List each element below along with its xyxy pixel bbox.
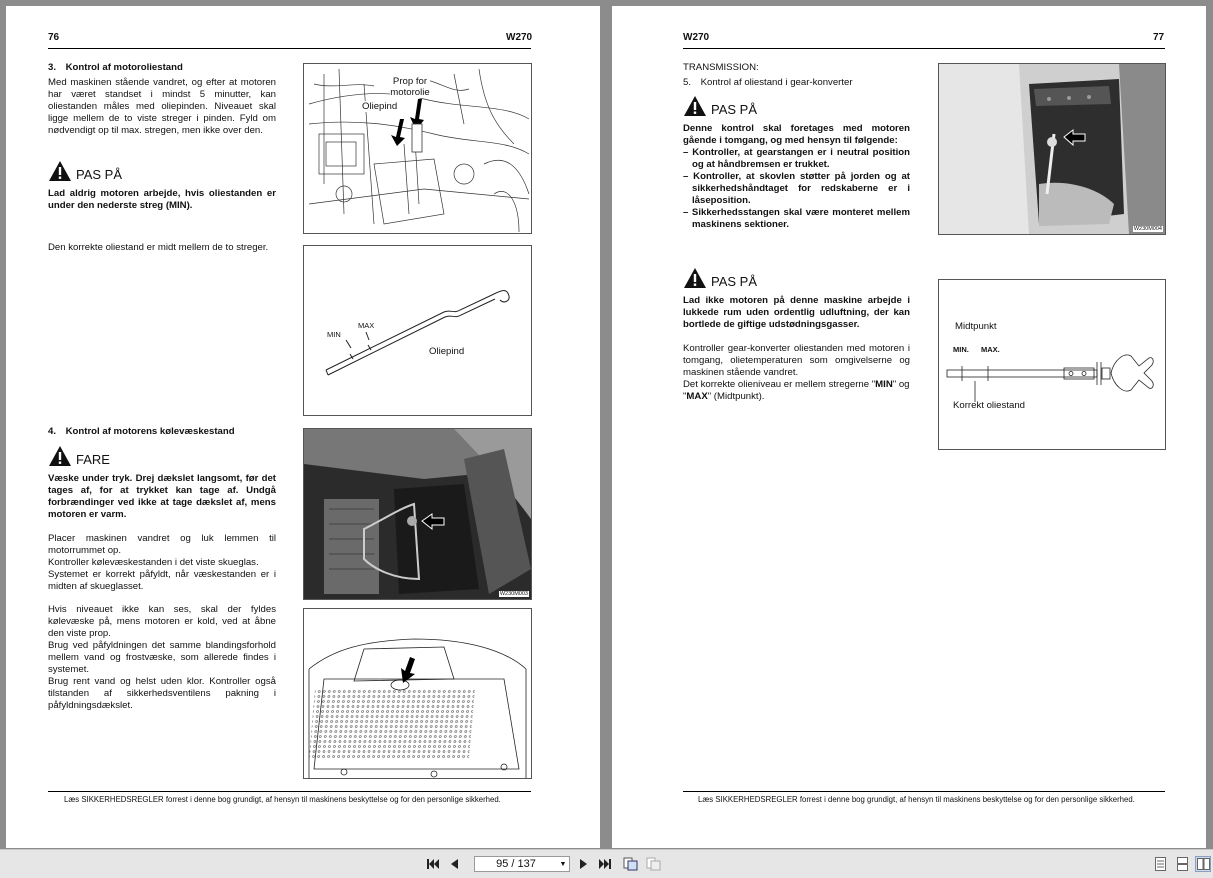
section-3-body: Med maskinen stående vandret, og efter at motoren har været standset i mindst 5 minutter, kan oliestanden måles med oliepinden. Niveauet skal ligge mellem de to viste streger i pinden. Fyld om nødvendigt op til max. stregen, men ikke over den.	[48, 77, 276, 136]
page-number: 76	[48, 32, 60, 43]
danger-block	[48, 445, 110, 467]
model-name: W270	[683, 32, 710, 43]
correct-level-label: Korrekt oliestand	[953, 400, 1025, 411]
dipstick-name-label: Oliepind	[429, 346, 465, 357]
first-page-icon[interactable]	[426, 856, 440, 872]
warning-triangle-icon	[48, 445, 72, 467]
model-name: W270	[506, 32, 533, 43]
danger-title: FARE	[76, 452, 110, 467]
document-page-left	[6, 6, 600, 848]
warning-intro: Denne kontrol skal foretages med motoren gående i tomgang, og med hensyn til følgende:	[683, 123, 910, 146]
rotate-icon[interactable]	[622, 856, 638, 872]
dipstick-max-label: MAX	[358, 321, 375, 330]
header-rule	[48, 48, 531, 49]
next-page-icon[interactable]	[578, 856, 590, 872]
warning-block	[48, 160, 122, 182]
oil-note: Den korrekte oliestand er midt mellem de to streger.	[48, 242, 269, 253]
section-label: TRANSMISSION:	[683, 62, 759, 73]
warning-block	[683, 95, 757, 117]
last-page-icon[interactable]	[598, 856, 612, 872]
converter-para-1: Kontroller gear-konverter oliestanden med motoren i tomgang, olietemperaturen som omgivelserne og maskinen stående vandret.	[683, 343, 910, 378]
warning-list	[683, 147, 910, 231]
converter-dipstick-figure	[938, 279, 1166, 450]
engine-oil-figure	[303, 63, 532, 234]
min-mark-label: MIN.	[953, 345, 969, 354]
header-rule	[683, 48, 1165, 49]
section-3-title: 3. Kontrol af motoroliestand	[48, 62, 183, 73]
page-footer: Læs SIKKERHEDSREGLER forrest i denne bog grundigt, af hensyn til maskinens beskyttelse og for den personlige sikkerhed.	[64, 795, 501, 804]
footer-rule	[48, 791, 531, 792]
transmission-photo	[938, 63, 1166, 235]
copy-icon[interactable]	[645, 856, 661, 872]
figure-code: W230M003	[499, 591, 528, 597]
coolant-cap-figure	[303, 608, 532, 779]
section-4-title: 4. Kontrol af motorens kølevæskestand	[48, 426, 235, 437]
warning-text-2: Lad ikke motoren på denne maskine arbejde i lukkede rum uden ordentlig udluftning, der kan bortlede de giftige udstødningsgasser.	[683, 295, 910, 330]
warning-title: PAS PÅ	[711, 274, 758, 289]
dipstick-figure	[303, 245, 532, 416]
single-page-view-icon[interactable]	[1153, 856, 1167, 872]
figure-label-oil-cap: Prop for motorolie	[390, 76, 430, 98]
list-item: – Kontroller, at gearstangen er i neutral position og at håndbremsen er trukket.	[683, 147, 910, 170]
warning-triangle-icon	[48, 160, 72, 182]
danger-text: Væske under tryk. Drej dækslet langsomt, før det tages af, for at trykket kan tage af. Undgå forbrændinger ved ikke at tage dækslet af, mens motoren er varm.	[48, 473, 276, 520]
warning-title: PAS PÅ	[711, 102, 758, 117]
page-indicator: 95 / 137	[496, 858, 536, 870]
chevron-down-icon: ▼	[559, 860, 567, 868]
list-item: – Kontroller, at skovlen støtter på jorden og at sikkerhedshåndtaget for redskaberne er i låseposition.	[683, 171, 910, 206]
dipstick-min-label: MIN	[327, 330, 341, 339]
section-5-title: 5. Kontrol af oliestand i gear-konverter	[683, 77, 853, 88]
warning-text: Lad aldrig motoren arbejde, hvis oliestanden er under den nederste streg (MIN).	[48, 188, 276, 211]
converter-para-2: Det korrekte olieniveau er mellem stregerne "MIN" og "MAX" (Midtpunkt).	[683, 379, 910, 402]
figure-code: W230M004	[1133, 226, 1162, 232]
two-page-view-icon[interactable]	[1195, 856, 1211, 872]
max-mark-label: MAX.	[981, 345, 1000, 354]
coolant-para-2: Hvis niveauet ikke kan ses, skal der fyldes kølevæske på, mens motoren er kold, ved at åbne den viste prop. Brug ved påfyldningen det samme blandingsforhold mellem vand og frostvæske, som allerede findes i systemet. Brug rent vand og helst uden klor. Kontroller også tilstanden af sikkerhedsventilens pakning i påfyldningsdækslet.	[48, 604, 276, 711]
footer-rule	[683, 791, 1165, 792]
midpoint-label: Midtpunkt	[955, 321, 997, 332]
warning-triangle-icon	[683, 95, 707, 117]
figure-label-dipstick: Oliepind	[362, 101, 398, 112]
document-page-right	[612, 6, 1206, 848]
viewer-toolbar	[0, 849, 1213, 878]
page-footer: Læs SIKKERHEDSREGLER forrest i denne bog grundigt, af hensyn til maskinens beskyttelse og for den personlige sikkerhed.	[698, 795, 1135, 804]
warning-block-2	[683, 267, 757, 289]
page-number-select[interactable]	[474, 856, 570, 872]
continuous-view-icon[interactable]	[1175, 856, 1189, 872]
prev-page-icon[interactable]	[448, 856, 460, 872]
warning-title: PAS PÅ	[76, 167, 123, 182]
page-number: 77	[1153, 32, 1165, 43]
coolant-para-1: Placer maskinen vandret og luk lemmen til motorrummet op. Kontroller kølevæskestanden i det viste skueglas. Systemet er korrekt påfyldt, når væskestanden er i midten af skueglasset.	[48, 533, 276, 592]
warning-triangle-icon	[683, 267, 707, 289]
list-item: – Sikkerhedsstangen skal være monteret mellem maskinens sektioner.	[683, 207, 910, 230]
coolant-photo	[303, 428, 532, 600]
